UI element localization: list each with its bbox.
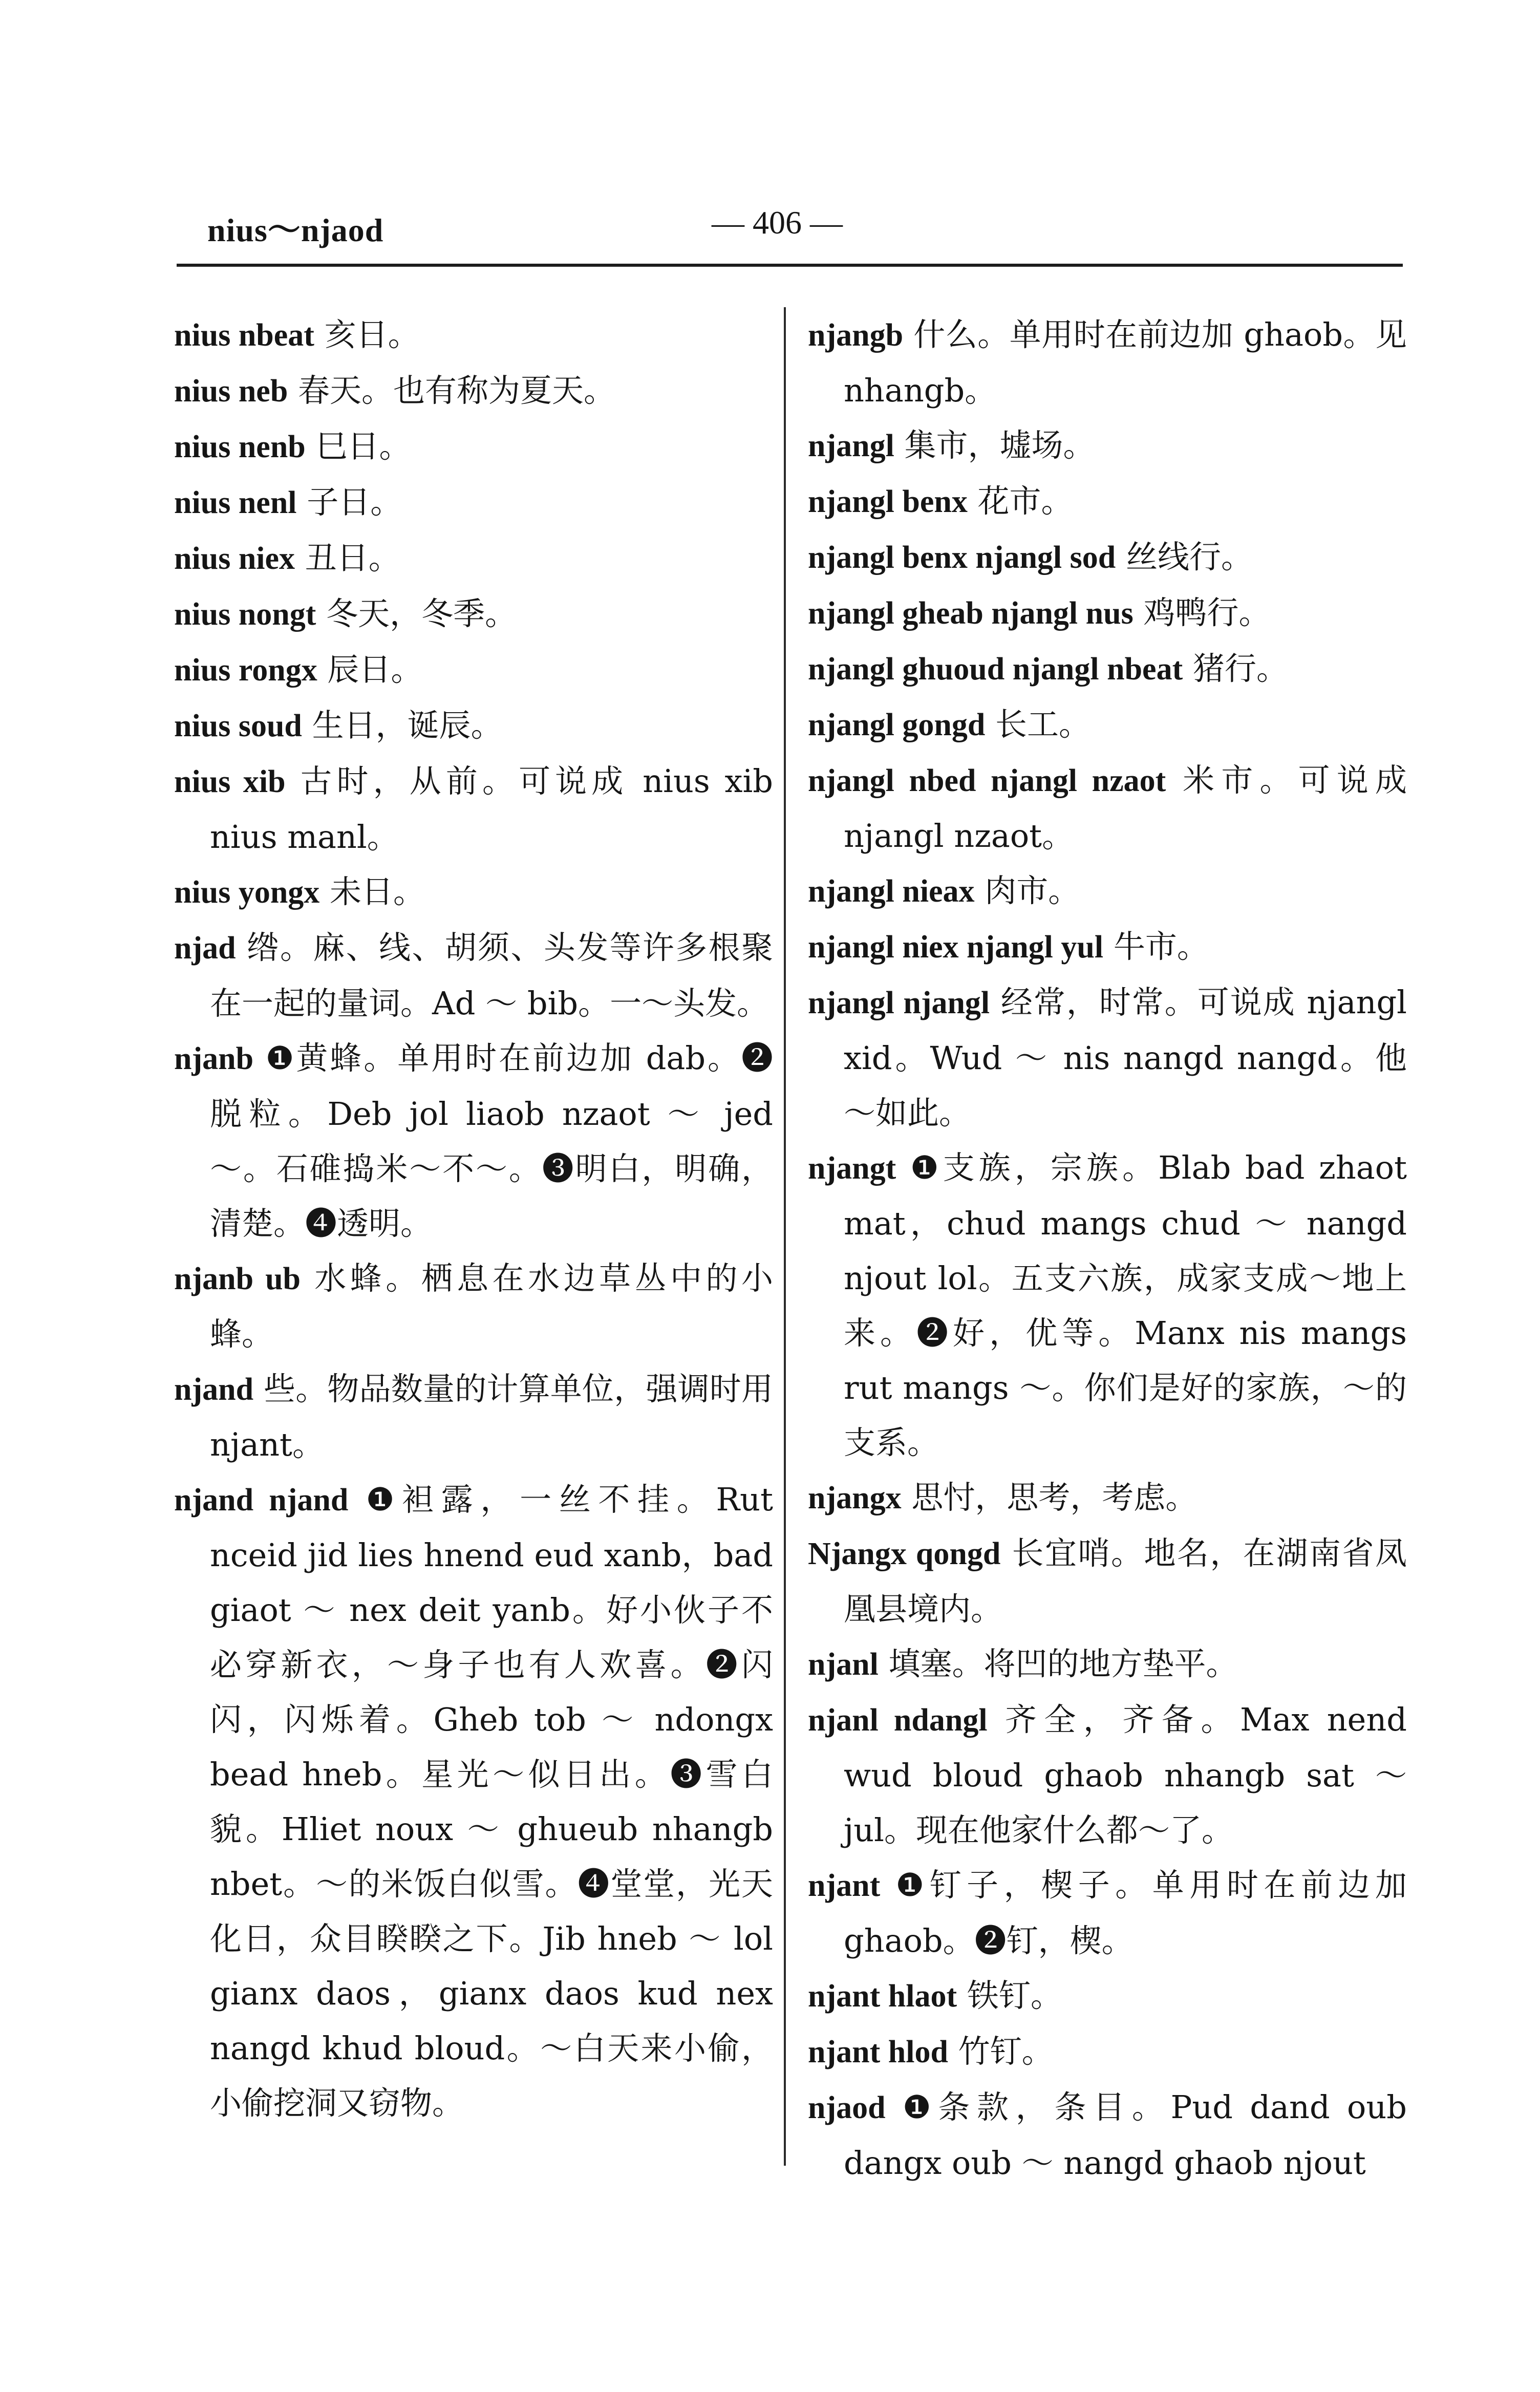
entry-definition: 子日。	[296, 483, 402, 521]
entry-headword: njangl nbed njangl nzaot	[808, 763, 1166, 798]
entry-definition: 长工。	[985, 706, 1091, 743]
entry-headword: njaod	[808, 2090, 886, 2125]
entry-headword: njangl benx	[808, 484, 968, 519]
dictionary-entry	[808, 418, 1407, 474]
entry-definition: 思忖，思考，考虑。	[901, 1479, 1197, 1516]
dictionary-entry	[174, 1031, 773, 1251]
dictionary-entry	[808, 697, 1407, 753]
dictionary-entry	[174, 419, 773, 475]
dictionary-entry	[808, 2080, 1407, 2190]
entry-definition: 齐全，齐备。Max nend wud bloud ghaob nhangb sat ～ jul。现在他家什么都～了。	[844, 1701, 1407, 1849]
entry-headword: njant hlod	[808, 2035, 948, 2069]
entry-headword: njangl njangl	[808, 986, 990, 1020]
dictionary-entry	[174, 1472, 773, 2130]
dictionary-entry	[808, 753, 1407, 863]
dictionary-entry	[808, 1526, 1407, 1636]
dictionary-entry	[174, 864, 773, 920]
entry-headword: njant hlaot	[808, 1979, 957, 2014]
entry-headword: nius yongx	[174, 875, 320, 910]
entry-headword: njant	[808, 1868, 881, 1903]
dictionary-entry	[808, 919, 1407, 975]
entry-headword: njad	[174, 931, 236, 966]
entry-definition: 春天。也有称为夏天。	[288, 372, 616, 409]
dictionary-entry	[808, 1636, 1407, 1692]
page-header	[177, 195, 1403, 266]
dictionary-entry	[808, 975, 1407, 1140]
entry-definition: ❶袒露，一丝不挂。Rut nceid jid lies hnend eud xanb，bad giaot ～ nex deit yanb。好小伙子不必穿新衣，～身子也有人欢喜。❷闪闪，闪烁着。Gheb tob ～ ndongx bead hneb。星光～似日出。❸雪白貌。Hliet noux ～ ghueub nhangb nbet。～的米饭白似雪。❹堂堂，光天化日，众目睽睽之下。Jib hneb ～ lol gianx daos，gianx daos kud nex nangd khud bloud。～白天来小偷，小偷挖洞又窃物。	[210, 1481, 773, 2122]
dictionary-entry	[174, 363, 773, 419]
entry-definition: ❶支族，宗族。Blab bad zhaot mat，chud mangs chud ～ nangd njout lol。五支六族，成家支成～地上来。❷好，优等。Manx nis mangs rut mangs ～。你们是好的家族，～的支系。	[844, 1149, 1407, 1461]
entry-definition: 亥日。	[314, 316, 420, 353]
entry-definition: 集市，墟场。	[894, 426, 1095, 464]
dictionary-entry	[808, 2024, 1407, 2080]
dictionary-entry	[808, 1692, 1407, 1857]
entry-definition: ❶钉子，楔子。单用时在前边加 ghaob。❷钉，楔。	[844, 1866, 1407, 1959]
dictionary-entry	[174, 698, 773, 754]
entry-headword: nius rongx	[174, 653, 317, 688]
entry-definition: 未日。	[319, 873, 425, 910]
dictionary-entry	[174, 1251, 773, 1361]
dictionary-entry	[174, 586, 773, 642]
entry-headword: nius xib	[174, 764, 286, 799]
entry-headword: njangb	[808, 318, 904, 353]
entry-headword: nius neb	[174, 374, 288, 409]
dictionary-entry	[174, 920, 773, 1031]
entry-definition: 绺。麻、线、胡须、头发等许多根聚在一起的量词。Ad ～ bib。一～头发。	[210, 929, 773, 1022]
dictionary-entry	[808, 529, 1407, 585]
entry-definition: 古时，从前。可说成 nius xib nius manl。	[210, 762, 773, 856]
header-rule	[177, 264, 1403, 267]
entry-definition: 冬天，冬季。	[316, 595, 517, 632]
entry-definition: 牛市。	[1103, 928, 1209, 965]
entry-headword: nius nongt	[174, 597, 316, 632]
entry-headword: njangl niex njangl yul	[808, 930, 1104, 965]
dictionary-entry	[174, 754, 773, 864]
entry-headword: njangt	[808, 1151, 896, 1186]
entry-headword: nius niex	[174, 541, 295, 576]
entry-definition: 巳日。	[305, 428, 411, 465]
entry-definition: 花市。	[967, 482, 1073, 520]
entry-definition: 填塞。将凹的地方垫平。	[878, 1645, 1238, 1682]
dictionary-entry	[808, 307, 1407, 418]
entry-definition: 经常，时常。可说成 njangl xid。Wud ～ nis nangd nangd。他～如此。	[844, 984, 1407, 1131]
dictionary-entry	[808, 1140, 1407, 1470]
dictionary-entry	[174, 530, 773, 586]
entry-headword: njanl	[808, 1647, 879, 1682]
dictionary-entry	[174, 1361, 773, 1472]
header-entry-range: nius～njaod	[207, 212, 384, 248]
dictionary-entry	[808, 1968, 1407, 2024]
entry-definition: 丑日。	[295, 539, 400, 576]
entry-definition: 水蜂。栖息在水边草丛中的小蜂。	[210, 1259, 773, 1353]
entry-headword: nius nbeat	[174, 318, 314, 353]
dictionary-entry	[808, 585, 1407, 641]
entry-definition: ❶黄蜂。单用时在前边加 dab。❷脱粒。Deb jol liaob nzaot ～ jed ～。石碓捣米～不～。❸明白，明确，清楚。❹透明。	[210, 1039, 773, 1242]
entry-definition: 丝线行。	[1116, 538, 1253, 575]
entry-definition: 米市。可说成 njangl nzaot。	[844, 761, 1407, 855]
entry-headword: nius nenb	[174, 430, 306, 464]
entry-headword: njangl	[808, 429, 894, 463]
entry-headword: nius nenl	[174, 485, 297, 520]
dictionary-entry	[174, 642, 773, 698]
entry-definition: 长宜哨。地名，在湖南省凤凰县境内。	[844, 1534, 1407, 1628]
entry-headword: njanl ndangl	[808, 1703, 988, 1738]
dictionary-entry	[174, 475, 773, 530]
dictionary-entry	[808, 474, 1407, 529]
page-number: — 406 —	[712, 204, 843, 241]
dictionary-entry	[808, 641, 1407, 697]
entry-definition: 辰日。	[317, 651, 423, 688]
entry-definition: 鸡鸭行。	[1133, 594, 1271, 631]
entry-headword: Njangx qongd	[808, 1536, 1001, 1571]
entry-definition: 什么。单用时在前边加 ghaob。见 nhangb。	[844, 316, 1407, 409]
entry-headword: njangx	[808, 1481, 902, 1515]
column-divider	[784, 307, 786, 2166]
entry-headword: njangl nieax	[808, 874, 975, 909]
entry-headword: njangl gheab njangl nus	[808, 596, 1133, 631]
entry-headword: njanb	[174, 1041, 254, 1076]
entry-definition: 些。物品数量的计算单位，强调时用 njant。	[210, 1370, 773, 1463]
left-column	[174, 307, 773, 2130]
entry-headword: njangl gongd	[808, 708, 986, 742]
entry-definition: ❶条款，条目。Pud dand oub dangx oub ～ nangd ghaob njout	[844, 2088, 1407, 2182]
entry-definition: 肉市。	[974, 872, 1080, 909]
entry-definition: 猪行。	[1183, 650, 1288, 687]
entry-headword: nius soud	[174, 709, 302, 743]
right-column	[808, 307, 1407, 2190]
entry-headword: njangl benx njangl sod	[808, 540, 1116, 575]
dictionary-entry	[808, 863, 1407, 919]
dictionary-entry	[808, 1857, 1407, 1968]
dictionary-entry	[808, 1470, 1407, 1526]
entry-headword: njangl ghuoud njangl nbeat	[808, 652, 1183, 687]
entry-definition: 铁钉。	[957, 1977, 1062, 2014]
entry-definition: 竹钉。	[948, 2033, 1054, 2070]
dictionary-entry	[174, 307, 773, 363]
entry-definition: 生日，诞辰。	[302, 707, 503, 744]
entry-headword: njand	[174, 1372, 254, 1407]
entry-headword: njand njand	[174, 1483, 349, 1518]
entry-headword: njanb ub	[174, 1262, 301, 1296]
